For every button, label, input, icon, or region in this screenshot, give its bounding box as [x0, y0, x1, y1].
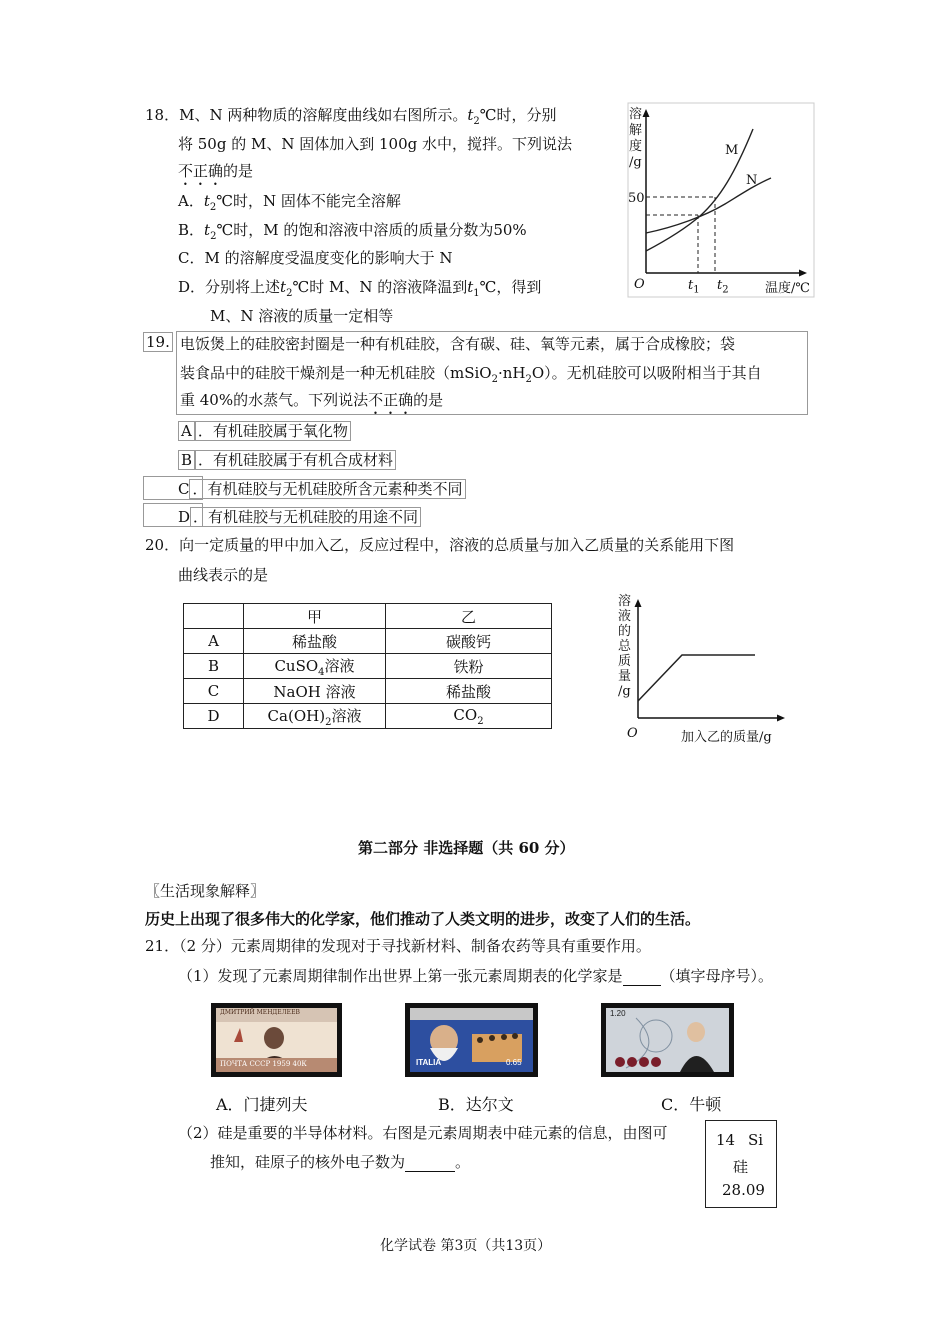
q20-line1: 20．向一定质量的甲中加入乙，反应过程中，溶液的总质量与加入乙质量的关系能用下图	[145, 536, 735, 554]
t1-label: $t_1$	[688, 278, 700, 296]
q18-option-b: B．$t_2℃$时，M 的饱和溶液中溶质的质量分数为50%	[178, 221, 527, 242]
y-axis-label: 溶 液 的 总 质 量 /g	[618, 594, 632, 699]
y-axis-label: 溶 解 度 /g	[629, 107, 643, 170]
q21-sub2-line1: （2）硅是重要的半导体材料。右图是元素周期表中硅元素的信息，由图可	[178, 1124, 668, 1142]
q21-sub1: （1）发现了元素周期律制作出世界上第一张元素周期表的化学家是 （填字母序号）。	[178, 967, 774, 985]
x-axis-label: 温度/℃	[765, 281, 810, 296]
origin-label: O	[627, 726, 638, 741]
table-row: A 稀盐酸 碳酸钙	[184, 629, 552, 654]
table-row: D $Ca(OH)_2$溶液 $CO_2$	[184, 704, 552, 729]
t2-label: $t_2$	[717, 278, 729, 296]
stamp-mendeleev	[211, 1003, 342, 1077]
table-row: C NaOH 溶液 稀盐酸	[184, 679, 552, 704]
q18-line2: 将 50g 的 M、N 固体加入到 100g 水中，搅拌。下列说法	[178, 135, 573, 153]
stamp-c-value: 1.20	[610, 1009, 626, 1018]
q19-option-d: D ．有机硅胶与无机硅胶的用途不同	[178, 506, 421, 527]
q21-option-c: C．牛顿	[661, 1095, 722, 1114]
mass-graph	[615, 590, 795, 750]
element-name: 硅	[733, 1158, 749, 1176]
x-axis-arrow	[777, 715, 785, 722]
origin-label: O	[634, 277, 645, 292]
stamp-a-bottom: ПОЧТА СССР 1959 40К	[220, 1060, 307, 1068]
solubility-graph	[625, 101, 815, 299]
q20-line2: 曲线表示的是	[178, 566, 269, 584]
solubility-graph-svg	[625, 101, 815, 299]
q19-option-b: B ．有机硅胶属于有机合成材料	[178, 449, 396, 470]
stamp-darwin	[405, 1003, 538, 1077]
page-footer: 化学试卷 第3页（共13页）	[380, 1238, 552, 1254]
q18-option-a: A．$t_2℃$时，N 固体不能完全溶解	[178, 192, 401, 213]
section-heading: 〖生活现象解释〗	[145, 882, 266, 900]
q19-line3: 重 40%的水蒸气。下列说法不正确的是	[180, 391, 444, 409]
x-axis-arrow	[799, 270, 807, 277]
q18-option-d-line2: M、N 溶液的质量一定相等	[210, 307, 394, 325]
element-symbol: Si	[748, 1131, 764, 1149]
stamp-newton	[601, 1003, 734, 1077]
stamp-a-text: ДМИТРИЙ МЕНДЕЛЕЕВ	[220, 1009, 300, 1016]
table-header: 甲 乙	[184, 604, 552, 629]
x-axis-label: 加入乙的质量/g	[681, 730, 772, 745]
part2-intro: 历史上出现了很多伟大的化学家，他们推动了人类文明的进步，改变了人们的生活。	[145, 910, 701, 928]
curve-m-label: M	[725, 143, 739, 158]
q18-line3: 不正确的是	[178, 162, 254, 180]
y-axis-arrow	[635, 599, 642, 607]
q18-line1: 18．M、N 两种物质的溶解度曲线如右图所示。$t_2℃$时，分别	[145, 106, 557, 127]
q21-line1: 21．（2 分）元素周期律的发现对于寻找新材料、制备农药等具有重要作用。	[145, 937, 651, 955]
stamp-b-text: ITALIA	[416, 1058, 442, 1067]
stamp-b-value: 0.65	[506, 1058, 522, 1067]
part2-title: 第二部分 非选择题（共 60 分）	[358, 839, 575, 857]
mass-curve	[638, 655, 755, 701]
graph-frame	[628, 103, 814, 297]
table-row: B CuSO$_4$溶液 铁粉	[184, 654, 552, 679]
silicon-element-card	[705, 1120, 777, 1208]
q19-option-a: A ．有机硅胶属于氧化物	[178, 420, 351, 441]
q21-sub2-line2: 推知，硅原子的核外电子数为 。	[210, 1153, 471, 1171]
curve-n-label: N	[746, 173, 758, 188]
q19-line1: 电饭煲上的硅胶密封圈是一种有机硅胶，含有碳、硅、氧等元素，属于合成橡胶；袋	[180, 335, 736, 353]
atomic-mass: 28.09	[722, 1181, 765, 1199]
q19-line2: 装食品中的硅胶干燥剂是一种无机硅胶$(mSiO_2\cdot nH_2O)$。无机硅胶可以吸附相当于其自	[180, 364, 762, 385]
q21-option-a: A．门捷列夫	[216, 1095, 308, 1114]
answer-blank-1[interactable]	[623, 969, 661, 986]
q21-option-b: B．达尔文	[438, 1095, 514, 1114]
q18-option-d: D．分别将上述$t_2℃$时 M、N 的溶液降温到$t_1℃$，得到	[178, 278, 542, 299]
label-50: 50	[628, 191, 645, 206]
q19-number: 19.	[143, 332, 173, 352]
q19-option-c: C ．有机硅胶与无机硅胶所含元素种类不同	[178, 478, 466, 499]
q20-table	[183, 603, 552, 729]
answer-blank-2[interactable]	[405, 1155, 455, 1172]
atomic-number: 14	[716, 1131, 736, 1149]
q18-option-c: C．M 的溶解度受温度变化的影响大于 N	[178, 249, 453, 267]
